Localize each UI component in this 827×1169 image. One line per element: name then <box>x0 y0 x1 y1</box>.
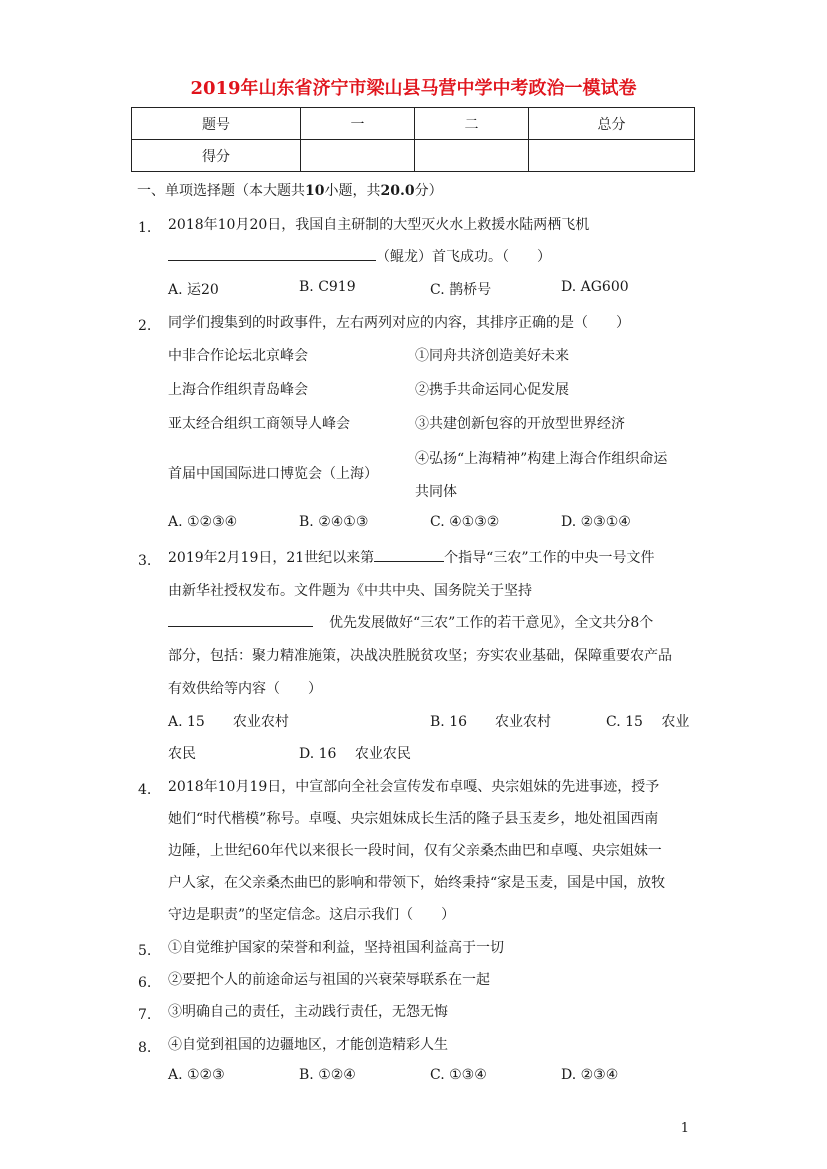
theme-right-item: ②携手共命运同心促发展 <box>415 382 569 398</box>
event-left-item: 亚太经合组织工商领导人峰会 <box>168 416 350 432</box>
score-table-header-row <box>132 108 695 140</box>
answer-blank[interactable] <box>168 626 313 627</box>
score-table-header-cell: 总分 <box>529 108 695 140</box>
section-suffix: 分） <box>414 183 443 199</box>
question-number: 1. <box>138 220 152 236</box>
event-left-item: 上海合作组织青岛峰会 <box>168 382 308 398</box>
section-prefix: 一、单项选择题（本大题共 <box>137 183 305 199</box>
event-left-item: 中非合作论坛北京峰会 <box>168 348 308 364</box>
answer-blank[interactable] <box>374 561 444 562</box>
question-number: 3. <box>138 553 152 569</box>
page-number: 1 <box>680 1121 689 1136</box>
score-cell[interactable] <box>529 140 695 172</box>
theme-right-item: ①同舟共济创造美好未来 <box>415 348 569 364</box>
theme-right-item: ④弘扬“上海精神”构建上海合作组织命运 <box>415 451 668 467</box>
option-c-continued: 农民 <box>168 746 196 762</box>
option-c[interactable]: C. 15 农业 <box>606 714 690 730</box>
option-c[interactable]: C. ①③④ <box>430 1067 487 1083</box>
option-b[interactable]: B. 16 农业农村 <box>430 714 552 730</box>
question-number: 2. <box>138 318 152 334</box>
question-3-line-5: 有效供给等内容（ ） <box>168 681 322 697</box>
question-3-line-1-b: 个指导“三农”工作的中央一号文件 <box>444 550 655 566</box>
option-c[interactable]: C. 鹊桥号 <box>430 282 492 298</box>
statement-number: 7. <box>138 1007 152 1023</box>
statement-number: 5. <box>138 943 152 959</box>
question-3-line-1 <box>168 547 655 567</box>
question-4-line: 边陲，上世纪60年代以来很长一段时间，仅有父亲桑杰曲巴和卓嘎、央宗姐妹一 <box>168 843 662 859</box>
option-a[interactable]: A. 运20 <box>168 282 219 298</box>
section-count: 10 <box>305 183 325 199</box>
score-cell[interactable] <box>415 140 529 172</box>
score-table-header-cell: 二 <box>415 108 529 140</box>
option-a[interactable]: A. 15 农业农村 <box>168 714 289 730</box>
question-4-line: 户人家，在父亲桑杰曲巴的影响和带领下，始终秉持“家是玉麦，国是中国，放牧 <box>168 875 666 891</box>
question-3-line-3 <box>168 612 653 632</box>
question-4-line: 她们“时代楷模”称号。卓嘎、央宗姐妹成长生活的隆子县玉麦乡，地处祖国西南 <box>168 811 659 827</box>
statement-number: 8. <box>138 1040 152 1056</box>
question-number: 4. <box>138 782 152 798</box>
option-d[interactable]: D. AG600 <box>561 279 629 295</box>
statement-number: 6. <box>138 975 152 991</box>
section-middle: 小题，共 <box>324 183 381 199</box>
option-b[interactable]: B. ②④①③ <box>299 514 369 530</box>
answer-blank[interactable] <box>168 260 376 261</box>
question-4-line: 守边是职责”的坚定信念。这启示我们（ ） <box>168 907 456 923</box>
theme-right-item: ③共建创新包容的开放型世界经济 <box>415 416 625 432</box>
event-left-item: 首届中国国际进口博览会（上海） <box>168 466 378 482</box>
option-d[interactable]: D. 16 农业农民 <box>299 746 411 762</box>
score-table-header-cell: 题号 <box>132 108 301 140</box>
question-1-line-2 <box>168 246 551 266</box>
theme-right-item-continued: 共同体 <box>415 484 457 500</box>
section-score: 20.0 <box>380 183 415 199</box>
question-1-line-2-text: （鲲龙）首飞成功。（ ） <box>376 249 551 265</box>
score-row-label: 得分 <box>132 140 301 172</box>
question-3-line-2: 由新华社授权发布。文件题为《中共中央、国务院关于坚持 <box>168 583 532 599</box>
question-1-line-1: 2018年10月20日，我国自主研制的大型灭火水上救援水陆两栖飞机 <box>168 217 590 233</box>
section-heading <box>137 180 443 200</box>
option-d[interactable]: D. ②③④ <box>561 1067 619 1083</box>
question-3-line-1-a: 2019年2月19日，21世纪以来第 <box>168 550 375 566</box>
question-3-line-4: 部分，包括：聚力精准施策，决战决胜脱贫攻坚；夯实农业基础，保障重要农产品 <box>168 648 672 664</box>
question-3-line-3-text: 优先发展做好“三农”工作的若干意见》，全文共分8个 <box>329 615 654 631</box>
option-b[interactable]: B. C919 <box>299 279 356 295</box>
score-table <box>131 107 695 172</box>
option-c[interactable]: C. ④①③② <box>430 514 500 530</box>
option-b[interactable]: B. ①②④ <box>299 1067 356 1083</box>
question-4-line: 2018年10月19日，中宣部向全社会宣传发布卓嘎、央宗姐妹的先进事迹，授予 <box>168 779 660 795</box>
score-table-header-cell: 一 <box>301 108 415 140</box>
option-d[interactable]: D. ②③①④ <box>561 514 631 530</box>
statement-text: ②要把个人的前途命运与祖国的兴衰荣辱联系在一起 <box>168 972 490 988</box>
question-2-stem: 同学们搜集到的时政事件，左右两列对应的内容，其排序正确的是（ ） <box>168 315 630 331</box>
option-a[interactable]: A. ①②③ <box>168 1067 225 1083</box>
option-a[interactable]: A. ①②③④ <box>168 514 238 530</box>
score-cell[interactable] <box>301 140 415 172</box>
score-table-row <box>132 140 695 172</box>
statement-text: ③明确自己的责任，主动践行责任，无怨无悔 <box>168 1004 448 1020</box>
statement-text: ①自觉维护国家的荣誉和利益，坚持祖国利益高于一切 <box>168 940 504 956</box>
statement-text: ④自觉到祖国的边疆地区，才能创造精彩人生 <box>168 1037 448 1053</box>
page-title: 2019年山东省济宁市梁山县马营中学中考政治一模试卷 <box>190 78 637 99</box>
